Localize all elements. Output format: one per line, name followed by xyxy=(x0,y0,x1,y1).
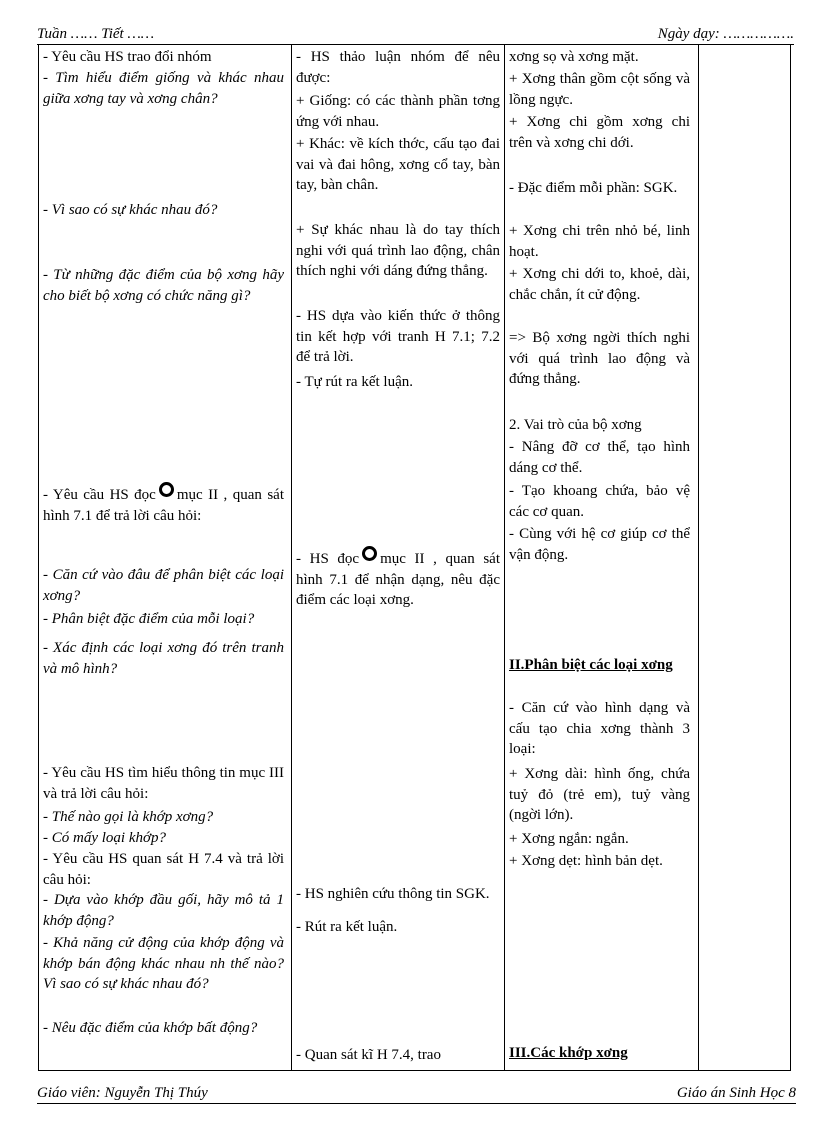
text-paragraph: - Rút ra kết luận. xyxy=(296,919,398,935)
text-paragraph: - Căn cứ vào hình dạng và cấu tạo chia xơng thành 3 loại: xyxy=(509,700,690,758)
question-text: - Khả năng cử động của khớp động và khớp bán động khác nhau nh thế nào? Vì sao có sự khác nhau đó? xyxy=(43,935,284,993)
footer-teacher-name: Giáo viên: Nguyễn Thị Thúy xyxy=(37,1085,208,1101)
page-footer xyxy=(37,1085,796,1104)
question-text: - Vì sao có sự khác nhau đó? xyxy=(43,202,218,218)
question-text: - Từ những đặc điểm của bộ xơng hãy cho biết bộ xơng có chức năng gì? xyxy=(43,267,284,304)
footer-subject: Giáo án Sinh Học 8 xyxy=(676,1085,796,1101)
section-heading: III.Các khớp xơng xyxy=(509,1045,628,1061)
text-paragraph: => Bộ xơng ngời thích nghi với quá trình lao động và đứng thẳng. xyxy=(509,330,690,388)
text-paragraph: + Khác: về kích thớc, cấu tạo đai vai và đai hông, xơng cổ tay, bàn tay, bàn chân. xyxy=(296,136,500,194)
text-paragraph: + Xơng dài: hình ống, chứa tuỷ đỏ (trẻ em), tuỷ vàng (ngời lớn). xyxy=(509,766,690,824)
column-divider xyxy=(291,45,292,1070)
section-heading: II.Phân biệt các loại xơng xyxy=(509,657,673,673)
teacher-activity-column xyxy=(43,45,284,1070)
text-paragraph: - Tạo khoang chứa, bảo vệ các cơ quan. xyxy=(509,483,690,520)
question-text: - Phân biệt đặc điểm của mỗi loại? xyxy=(43,611,255,627)
text-fragment: - HS đọc xyxy=(296,551,360,567)
text-paragraph: - Nâng đỡ cơ thể, tạo hình dáng cơ thể. xyxy=(509,439,690,476)
text-paragraph: - Đặc điểm mỗi phần: SGK. xyxy=(509,180,678,196)
text-fragment: - Yêu cầu HS đọc xyxy=(43,487,156,503)
column-divider xyxy=(504,45,505,1070)
text-paragraph: + Xơng dẹt: hình bản dẹt. xyxy=(509,853,663,869)
lesson-content-column xyxy=(509,45,690,1070)
question-text: - Xác định các loại xơng đó trên tranh và mô hình? xyxy=(43,640,284,677)
text-paragraph: - HS thảo luận nhóm để nêu được: xyxy=(296,49,500,86)
text-paragraph: xơng sọ và xơng mặt. xyxy=(509,49,639,65)
question-text: - Căn cứ vào đâu để phân biệt các loại xơng? xyxy=(43,567,284,604)
text-paragraph: - Quan sát kĩ H 7.4, trao xyxy=(296,1047,441,1063)
text-paragraph xyxy=(43,482,284,526)
text-paragraph: + Xơng thân gồm cột sống và lồng ngực. xyxy=(509,71,690,108)
text-paragraph: - Tự rút ra kết luận. xyxy=(296,374,413,390)
column-divider xyxy=(698,45,699,1070)
text-paragraph: - HS nghiên cứu thông tin SGK. xyxy=(296,886,490,902)
text-paragraph xyxy=(296,546,500,611)
question-text: - Có mấy loại khớp? xyxy=(43,830,166,846)
text-paragraph: - Yêu cầu HS tìm hiểu thông tin mục III và trả lời câu hỏi: xyxy=(43,765,284,802)
header-teaching-date: Ngày dạy: ……………. xyxy=(657,26,794,42)
text-paragraph: - Yêu cầu HS quan sát H 7.4 và trả lời câu hỏi: xyxy=(43,851,284,888)
text-paragraph: + Xơng chi trên nhỏ bé, linh hoạt. xyxy=(509,223,690,260)
student-activity-column xyxy=(296,45,500,1070)
question-text: - Thế nào gọi là khớp xơng? xyxy=(43,809,214,825)
text-paragraph: + Xơng chi dới to, khoẻ, dài, chắc chắn, ít cử động. xyxy=(509,266,690,303)
lesson-table xyxy=(38,44,791,1071)
text-paragraph: - HS dựa vào kiến thức ở thông tin kết hợp với tranh H 7.1; 7.2 để trả lời. xyxy=(296,308,500,366)
reading-marker-icon xyxy=(159,482,174,497)
text-paragraph: - Cùng với hệ cơ giúp cơ thể vận động. xyxy=(509,526,690,563)
text-paragraph: + Giống: có các thành phần tơng ứng với nhau. xyxy=(296,93,500,130)
text-paragraph: + Xơng ngắn: ngắn. xyxy=(509,831,629,847)
text-paragraph: + Sự khác nhau là do tay thích nghi với quá trình lao động, chân thích nghi với dáng đứng thẳng. xyxy=(296,222,500,280)
page-header xyxy=(37,26,794,45)
text-paragraph: 2. Vai trò của bộ xơng xyxy=(509,417,642,433)
text-fragment: mục II , quan sát hình 7.1 để trả lời câu hỏi: xyxy=(43,487,284,524)
reading-marker-icon xyxy=(362,546,377,561)
header-week-period: Tuần …… Tiết …… xyxy=(37,26,155,42)
text-fragment: mục II , quan sát hình 7.1 để nhận dạng, nêu đặc điểm các loại xơng. xyxy=(296,551,501,609)
text-paragraph: + Xơng chi gồm xơng chi trên và xơng chi dới. xyxy=(509,114,690,151)
text-paragraph: - Yêu cầu HS trao đổi nhóm xyxy=(43,49,212,65)
question-text: - Nêu đặc điểm của khớp bất động? xyxy=(43,1020,258,1036)
question-text: - Tìm hiểu điểm giống và khác nhau giữa xơng tay và xơng chân? xyxy=(43,70,284,107)
question-text: - Dựa vào khớp đầu gối, hãy mô tả 1 khớp động? xyxy=(43,892,284,929)
